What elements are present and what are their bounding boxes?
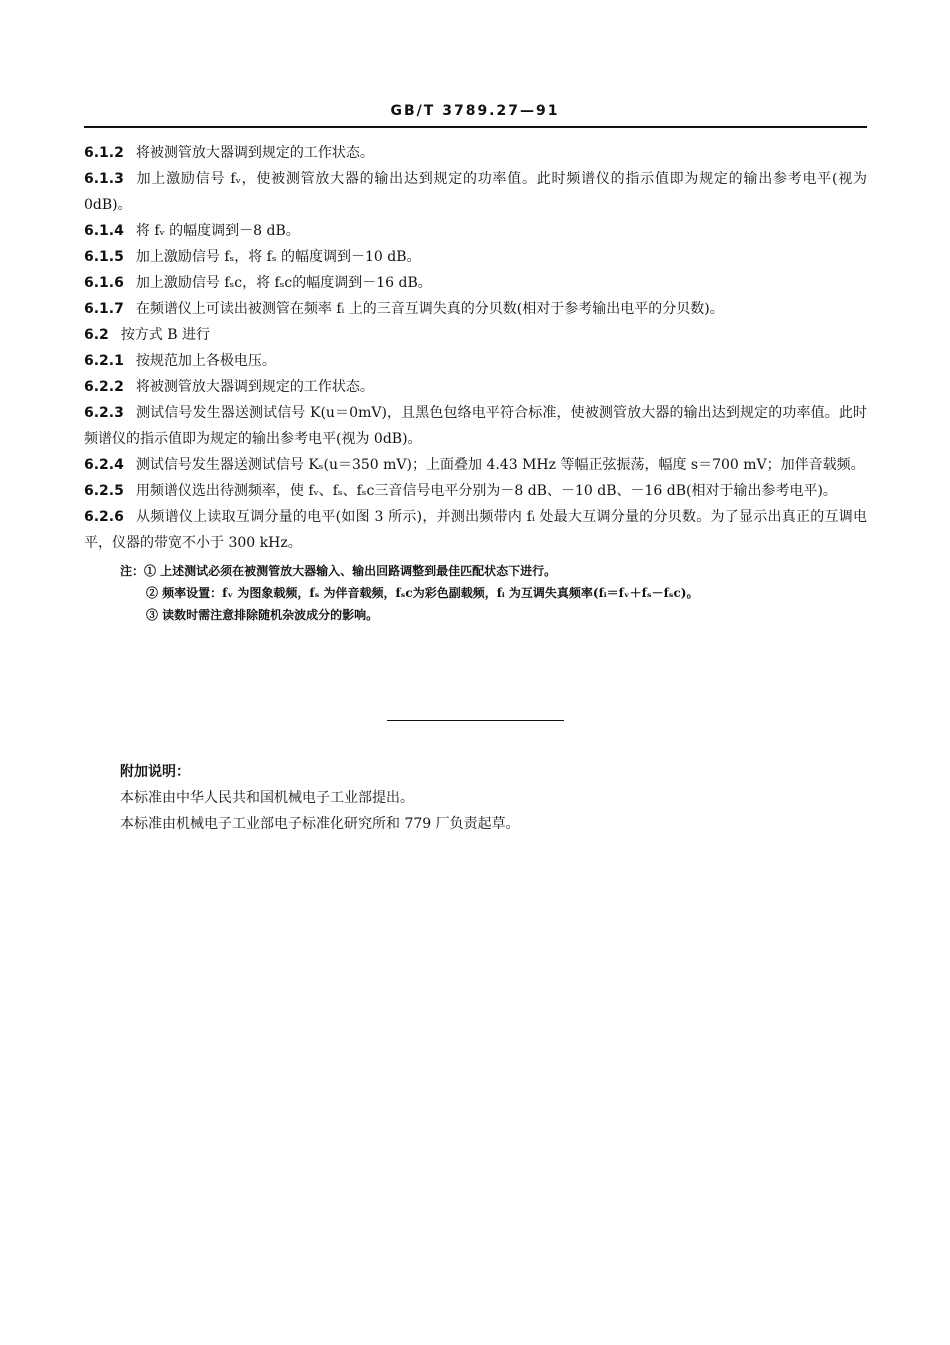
paragraph-text: 测试信号发生器送测试信号 K(u＝0mV)，且黑色包络电平符合标准，使被测管放大器的输出达到规定的功率值。此时频谱仪的指示值即为规定的输出参考电平(视为 0dB)。	[84, 405, 867, 447]
header-divider	[84, 126, 867, 128]
paragraph-6-2-1	[84, 348, 867, 374]
paragraph-6-2-5	[84, 478, 867, 504]
paragraph-text: 加上激励信号 fᵥ，使被测管放大器的输出达到规定的功率值。此时频谱仪的指示值即为规定的输出参考电平(视为 0dB)。	[84, 171, 867, 213]
paragraph-6-2-6	[84, 504, 867, 556]
paragraph-6-1-4	[84, 218, 867, 244]
paragraph-6-1-2	[84, 140, 867, 166]
paragraph-text: 测试信号发生器送测试信号 Kₛ(u＝350 mV)；上面叠加 4.43 MHz 等幅正弦振荡，幅度 s＝700 mV；加伴音载频。	[135, 457, 865, 473]
paragraph-number: 6.1.6	[84, 275, 124, 291]
paragraph-text: 将被测管放大器调到规定的工作状态。	[135, 145, 374, 161]
paragraph-text: 按规范加上各极电压。	[135, 353, 276, 369]
paragraph-text: 用频谱仪选出待测频率，使 fᵥ、fₛ、fₛc三音信号电平分别为－8 dB、－10 dB、－16 dB(相对于输出参考电平)。	[135, 483, 837, 499]
note-2: ② 频率设置：fᵥ 为图象载频，fₛ 为伴音载频，fₛc为彩色副载频，fᵢ 为互调失真频率(fᵢ＝fᵥ＋fₛ－fₛc)。	[146, 586, 699, 600]
paragraph-text: 从频谱仪上读取互调分量的电平(如图 3 所示)，并测出频带内 fᵢ 处最大互调分量的分贝数。为了显示出真正的互调电平，仪器的带宽不小于 300 kHz。	[84, 509, 867, 551]
paragraph-6-2-2	[84, 374, 867, 400]
notes-block	[84, 560, 867, 626]
paragraph-number: 6.1.2	[84, 145, 124, 161]
paragraph-number: 6.2.4	[84, 457, 124, 473]
standard-code-header: GB/T 3789.27—91	[390, 103, 560, 119]
paragraph-number: 6.1.4	[84, 223, 124, 239]
paragraph-text: 将被测管放大器调到规定的工作状态。	[135, 379, 374, 395]
addendum-line-2: 本标准由机械电子工业部电子标准化研究所和 779 厂负责起草。	[120, 816, 520, 832]
section-6-2-heading	[84, 322, 867, 348]
paragraph-number: 6.2.1	[84, 353, 124, 369]
note-1: 注：① 上述测试必须在被测管放大器输入、输出回路调整到最佳匹配状态下进行。	[120, 564, 557, 578]
paragraph-text: 在频谱仪上可读出被测管在频率 fᵢ 上的三音互调失真的分贝数(相对于参考输出电平的分贝数)。	[135, 301, 724, 317]
addendum-line-1: 本标准由中华人民共和国机械电子工业部提出。	[120, 790, 414, 806]
paragraph-text: 加上激励信号 fₛ，将 fₛ 的幅度调到－10 dB。	[135, 249, 421, 265]
end-divider	[387, 720, 564, 721]
paragraph-number: 6.1.3	[84, 171, 124, 187]
paragraph-6-2-3	[84, 400, 867, 452]
paragraph-number: 6.1.5	[84, 249, 124, 265]
document-body	[84, 140, 867, 626]
paragraph-number: 6.2.5	[84, 483, 124, 499]
paragraph-number: 6.2.3	[84, 405, 124, 421]
paragraph-6-1-7	[84, 296, 867, 322]
paragraph-number: 6.2.6	[84, 509, 124, 525]
paragraph-number: 6.2.2	[84, 379, 124, 395]
paragraph-6-2-4	[84, 452, 867, 478]
addendum	[120, 759, 860, 837]
addendum-title: 附加说明：	[120, 764, 190, 780]
paragraph-text: 按方式 B 进行	[120, 327, 211, 343]
paragraph-number: 6.2	[84, 327, 109, 343]
paragraph-6-1-3	[84, 166, 867, 218]
note-3: ③ 读数时需注意排除随机杂波成分的影响。	[146, 608, 379, 622]
paragraph-text: 将 fᵥ 的幅度调到－8 dB。	[135, 223, 300, 239]
paragraph-6-1-6	[84, 270, 867, 296]
paragraph-number: 6.1.7	[84, 301, 124, 317]
paragraph-6-1-5	[84, 244, 867, 270]
paragraph-text: 加上激励信号 fₛc，将 fₛc的幅度调到－16 dB。	[135, 275, 432, 291]
